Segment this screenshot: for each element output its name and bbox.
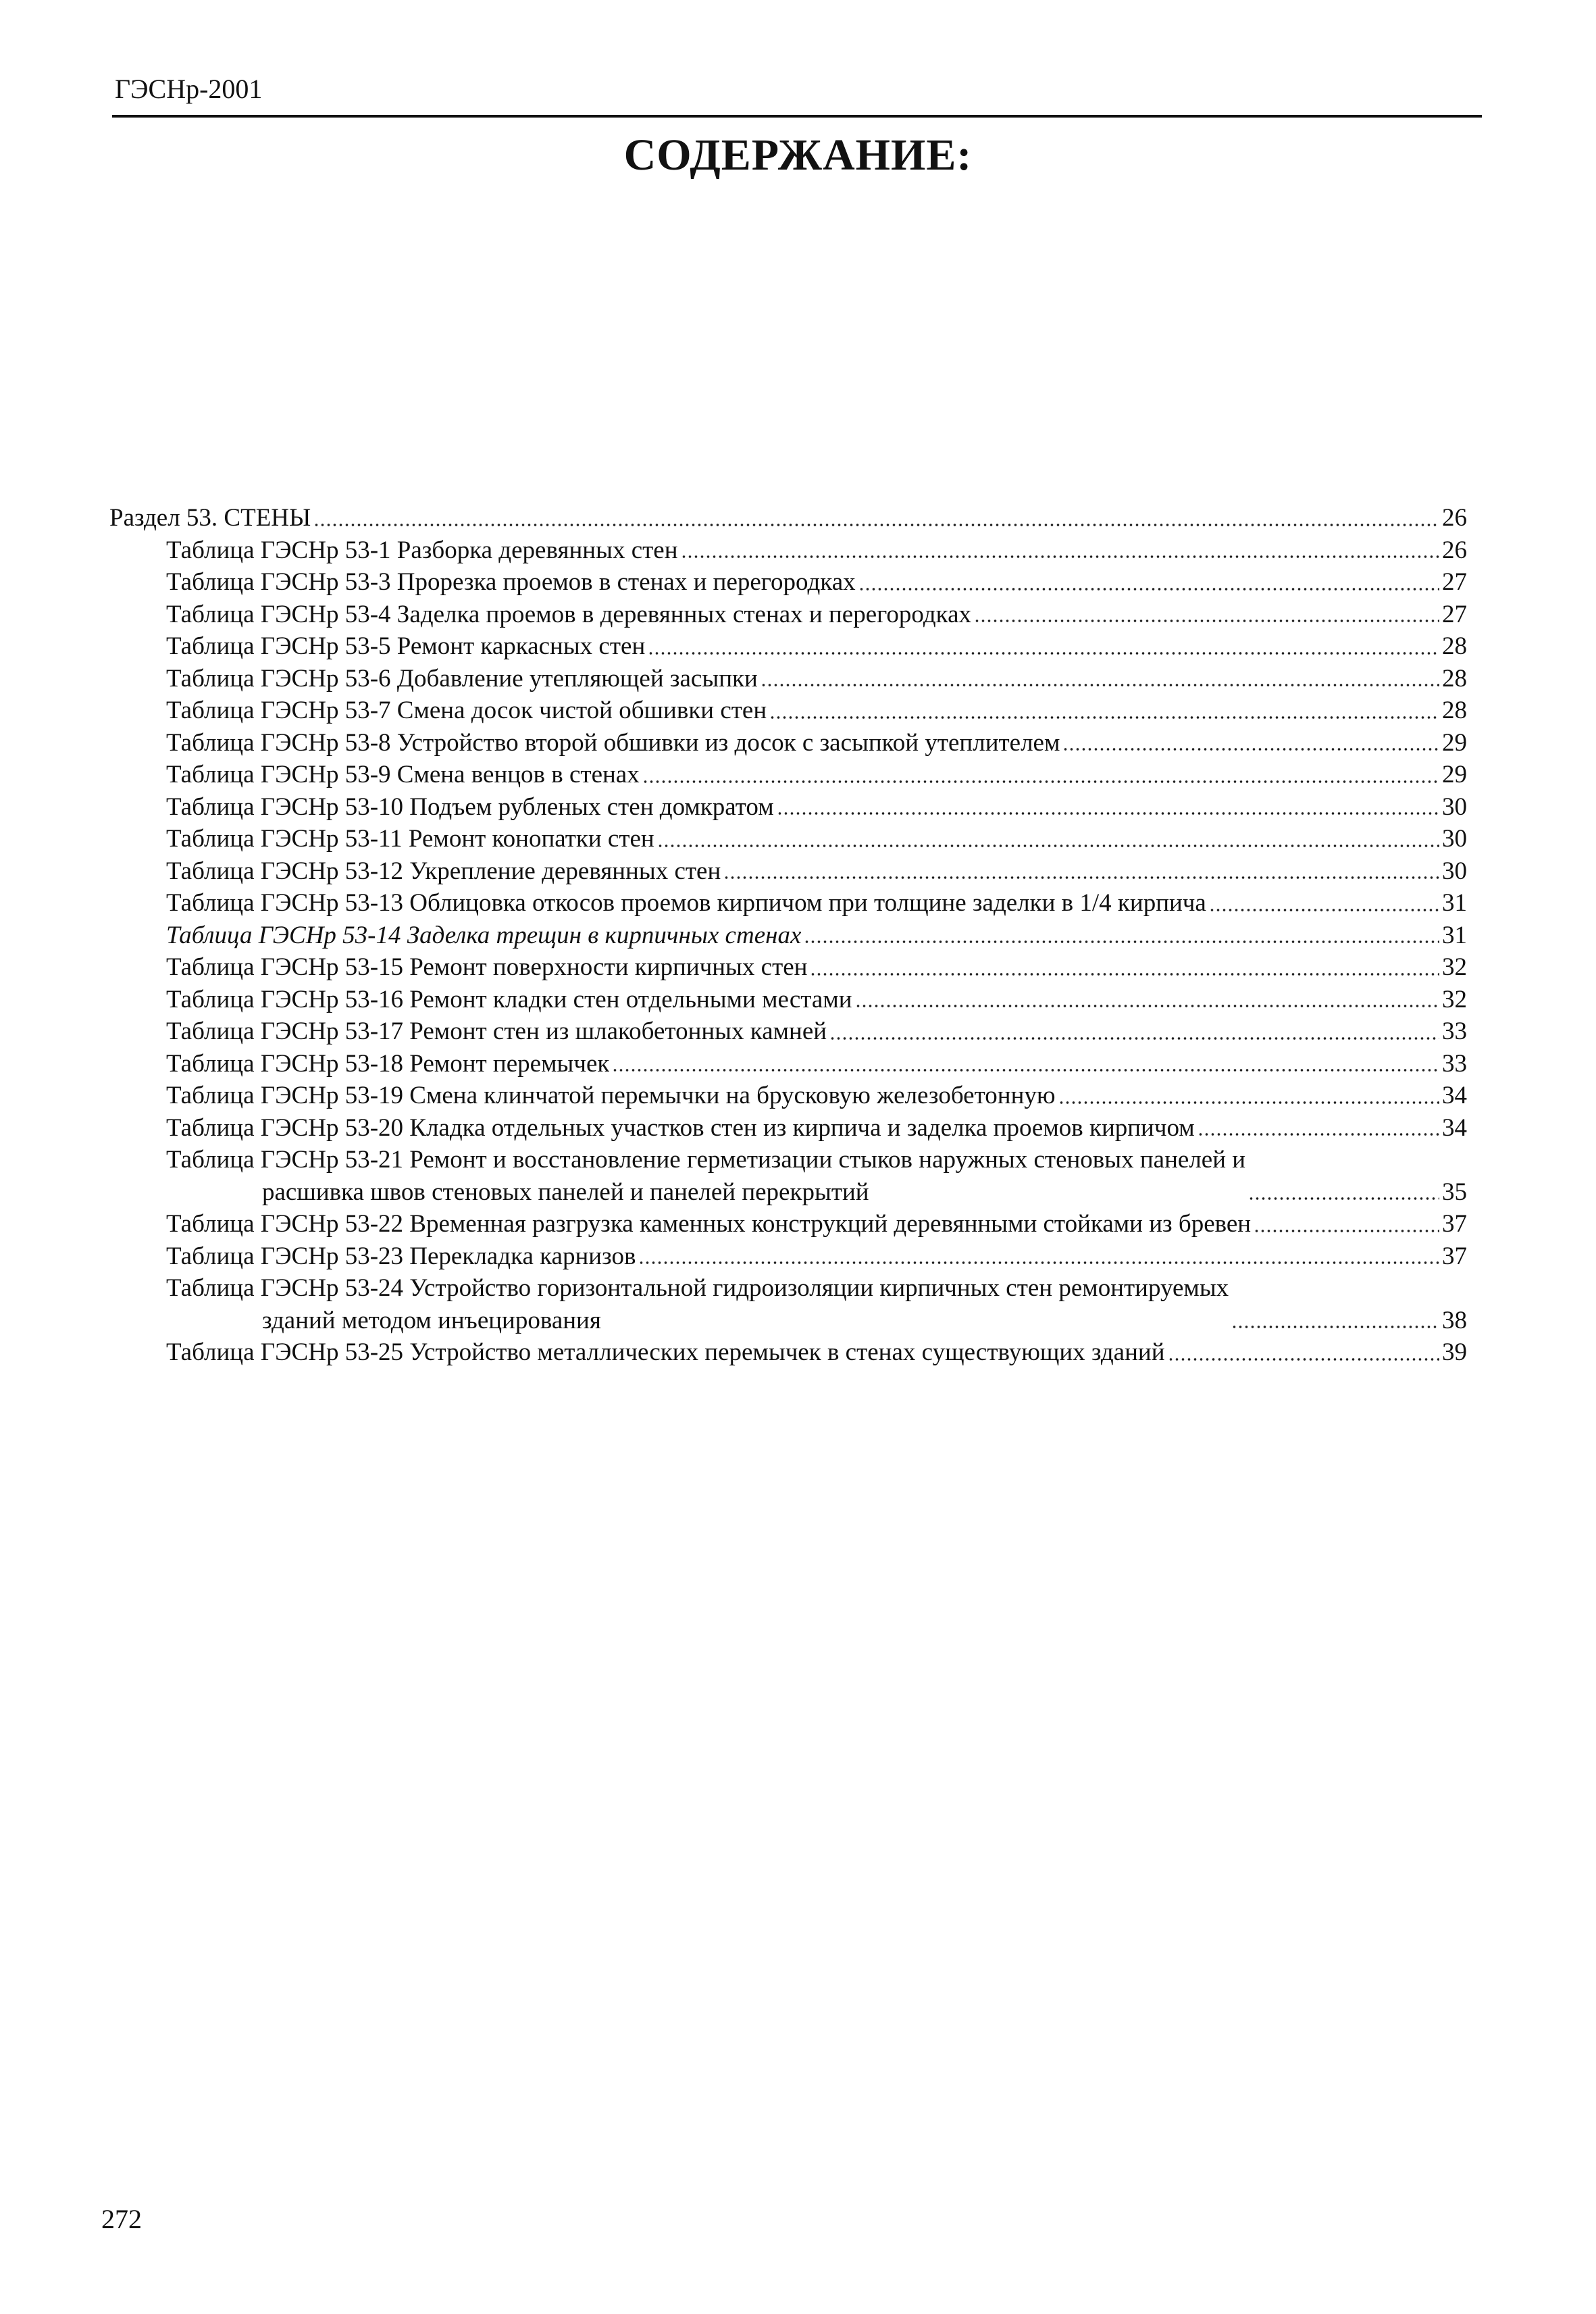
toc-table-entry[interactable]: [109, 1112, 1467, 1145]
toc-page-number: 28: [1442, 632, 1467, 660]
toc-page-number: 38: [1442, 1306, 1467, 1334]
toc-entry-title: Таблица ГЭСНр 53-9 Смена венцов в стенах: [166, 761, 640, 788]
toc-entry-title-line: Таблица ГЭСНр 53-24 Устройство горизонтальной гидроизоляции кирпичных стен ремонтируемых: [166, 1274, 1229, 1302]
toc-page-number: 29: [1442, 728, 1467, 757]
toc-table-entry[interactable]: [109, 1240, 1467, 1273]
toc-page-number: 27: [1442, 568, 1467, 596]
toc-page-number: 26: [1442, 504, 1467, 532]
toc-page-number: 39: [1442, 1338, 1467, 1366]
toc-table-entry[interactable]: [109, 984, 1467, 1016]
toc-entry-title: Таблица ГЭСНр 53-17 Ремонт стен из шлакобетонных камней: [166, 1017, 827, 1045]
toc-entry-title: Таблица ГЭСНр 53-8 Устройство второй обшивки из досок с засыпкой утеплителем: [166, 728, 1060, 757]
toc-page-number: 32: [1442, 985, 1467, 1013]
toc-entry-title: Таблица ГЭСНр 53-22 Временная разгрузка каменных конструкций деревянными стойками из бревен: [166, 1210, 1252, 1238]
toc-dot-leader: [777, 811, 1439, 816]
toc-table-entry[interactable]: [109, 951, 1467, 984]
toc-dot-leader: [769, 715, 1439, 720]
toc-table-entry[interactable]: [109, 823, 1467, 855]
toc-page-number: 37: [1442, 1242, 1467, 1270]
toc-dot-leader: [1168, 1357, 1439, 1362]
toc-dot-leader: [1248, 1196, 1439, 1201]
toc-dot-leader: [829, 1036, 1439, 1041]
toc-entry-title: Таблица ГЭСНр 53-12 Укрепление деревянных стен: [166, 857, 721, 885]
toc-dot-leader: [313, 522, 1439, 528]
toc-entry-title: [166, 1272, 1229, 1336]
toc-entry-title: Таблица ГЭСНр 53-15 Ремонт поверхности кирпичных стен: [166, 953, 808, 981]
toc-page-number: 29: [1442, 761, 1467, 788]
toc-table-entry[interactable]: [109, 1048, 1467, 1080]
toc-table-entry[interactable]: [109, 1336, 1467, 1369]
toc-page-number: 30: [1442, 793, 1467, 821]
toc-page-number: 32: [1442, 953, 1467, 981]
toc-entry-title: Таблица ГЭСНр 53-18 Ремонт перемычек: [166, 1049, 610, 1078]
toc-dot-leader: [648, 651, 1439, 656]
toc-dot-leader: [1058, 1100, 1439, 1105]
toc-table-entry[interactable]: [109, 759, 1467, 791]
toc-page-number: 34: [1442, 1113, 1467, 1142]
toc-entry-title: Таблица ГЭСНр 53-19 Смена клинчатой перемычки на брусковую железобетонную: [166, 1082, 1056, 1109]
toc-page-number: 33: [1442, 1017, 1467, 1045]
toc-entry-title: Таблица ГЭСНр 53-25 Устройство металлических перемычек в стенах существующих зданий: [166, 1338, 1165, 1366]
toc-entry-title: Таблица ГЭСНр 53-23 Перекладка карнизов: [166, 1242, 636, 1270]
toc-entry-title: Таблица ГЭСНр 53-14 Заделка трещин в кирпичных стенах: [166, 921, 802, 949]
toc-dot-leader: [761, 682, 1439, 688]
toc-entry-title: Таблица ГЭСНр 53-1 Разборка деревянных стен: [166, 536, 678, 564]
toc-entry-title-continuation: зданий методом инъецирования: [262, 1306, 601, 1334]
toc-entry-title: Таблица ГЭСНр 53-20 Кладка отдельных участков стен из кирпича и заделка проемов кирпичом: [166, 1113, 1195, 1142]
toc-dot-leader: [681, 554, 1439, 559]
running-header: ГЭСНр-2001: [115, 74, 263, 104]
table-of-contents: [109, 502, 1467, 1369]
toc-entry-title: Раздел 53. СТЕНЫ: [109, 504, 311, 532]
toc-entry-title-line: Таблица ГЭСНр 53-21 Ремонт и восстановление герметизации стыков наружных стеновых панелей и: [166, 1146, 1246, 1174]
toc-page-number: 28: [1442, 697, 1467, 724]
toc-dot-leader: [1209, 907, 1439, 913]
toc-table-entry[interactable]: [109, 1015, 1467, 1048]
page-number: 272: [101, 2204, 142, 2234]
toc-page-number: 26: [1442, 536, 1467, 564]
toc-dot-leader: [723, 875, 1439, 880]
toc-page-number: 37: [1442, 1210, 1467, 1238]
toc-page-number: 30: [1442, 825, 1467, 853]
toc-table-entry[interactable]: [109, 1144, 1467, 1208]
toc-page-number: 31: [1442, 889, 1467, 917]
toc-table-entry[interactable]: [109, 1208, 1467, 1240]
toc-dot-leader: [612, 1067, 1439, 1073]
toc-entry-title-continuation: расшивка швов стеновых панелей и панелей перекрытий: [262, 1178, 869, 1206]
toc-table-entry[interactable]: [109, 566, 1467, 599]
toc-table-entry[interactable]: [109, 887, 1467, 920]
toc-entry-title: Таблица ГЭСНр 53-16 Ремонт кладки стен отдельными местами: [166, 985, 852, 1013]
toc-dot-leader: [974, 618, 1439, 624]
page-title: СОДЕРЖАНИЕ:: [623, 130, 973, 180]
toc-entry-title: Таблица ГЭСНр 53-3 Прорезка проемов в стенах и перегородках: [166, 568, 856, 596]
toc-table-entry[interactable]: [109, 534, 1467, 567]
toc-dot-leader: [810, 972, 1439, 977]
toc-dot-leader: [855, 1003, 1439, 1009]
toc-entry-title: Таблица ГЭСНр 53-7 Смена досок чистой обшивки стен: [166, 697, 767, 724]
header-rule: [112, 115, 1482, 118]
toc-entry-title: [166, 1144, 1245, 1208]
toc-table-entry[interactable]: [109, 599, 1467, 631]
toc-dot-leader: [642, 779, 1439, 784]
toc-page-number: 33: [1442, 1049, 1467, 1078]
toc-dot-leader: [858, 586, 1439, 592]
toc-page-number: 28: [1442, 664, 1467, 693]
toc-table-entry[interactable]: [109, 630, 1467, 663]
toc-entry-title: Таблица ГЭСНр 53-5 Ремонт каркасных стен: [166, 632, 646, 660]
toc-dot-leader: [1254, 1228, 1439, 1234]
toc-page-number: 35: [1442, 1178, 1467, 1206]
toc-table-entry[interactable]: [109, 1272, 1467, 1336]
toc-dot-leader: [1062, 747, 1439, 752]
toc-entry-title: Таблица ГЭСНр 53-6 Добавление утепляющей засыпки: [166, 664, 758, 693]
toc-dot-leader: [638, 1260, 1439, 1265]
toc-entry-title: Таблица ГЭСНр 53-4 Заделка проемов в деревянных стенах и перегородках: [166, 600, 971, 628]
toc-entry-title: Таблица ГЭСНр 53-10 Подъем рубленых стен домкратом: [166, 793, 774, 821]
toc-entry-title: Таблица ГЭСНр 53-13 Облицовка откосов проемов кирпичом при толщине заделки в 1/4 кирпича: [166, 889, 1206, 917]
toc-page-number: 27: [1442, 600, 1467, 628]
toc-table-entry[interactable]: [109, 791, 1467, 824]
toc-page-number: 34: [1442, 1082, 1467, 1109]
toc-table-entry[interactable]: [109, 663, 1467, 695]
toc-table-entry[interactable]: [109, 695, 1467, 727]
toc-section-entry[interactable]: [109, 502, 1467, 534]
toc-table-entry[interactable]: [109, 855, 1467, 888]
toc-dot-leader: [1231, 1324, 1439, 1330]
toc-dot-leader: [1198, 1132, 1439, 1137]
toc-table-entry[interactable]: [109, 920, 1467, 952]
toc-page-number: 30: [1442, 857, 1467, 885]
toc-page-number: 31: [1442, 921, 1467, 949]
toc-table-entry[interactable]: [109, 1080, 1467, 1112]
toc-table-entry[interactable]: [109, 727, 1467, 759]
toc-dot-leader: [804, 939, 1439, 945]
toc-entry-title: Таблица ГЭСНр 53-11 Ремонт конопатки стен: [166, 825, 654, 853]
toc-dot-leader: [657, 843, 1439, 849]
